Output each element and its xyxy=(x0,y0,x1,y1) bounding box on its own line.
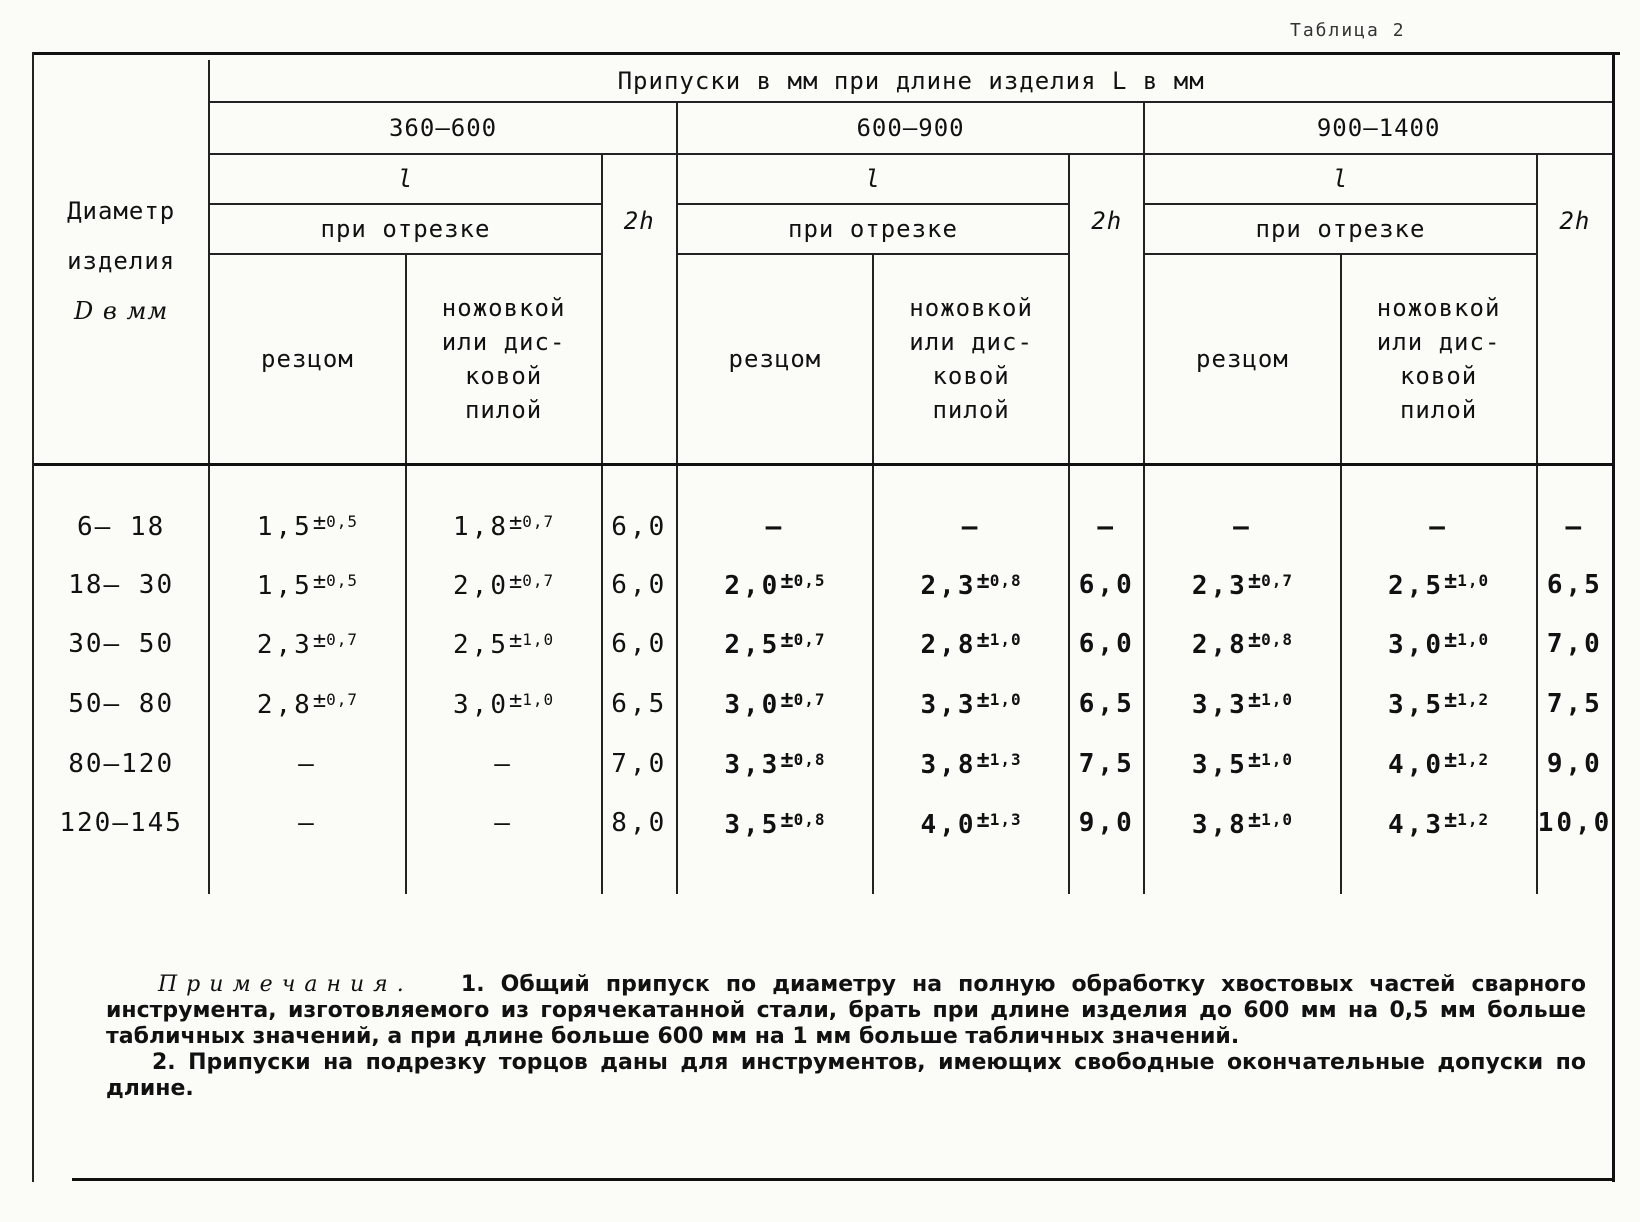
value: 4,0 xyxy=(1388,750,1444,780)
length-group-3: 900—1400 xyxy=(1144,102,1612,154)
cutter-label-3: резцом xyxy=(1144,254,1340,464)
tolerance xyxy=(780,808,826,833)
value: 2,3 xyxy=(920,571,977,601)
diameter-cell: 50— 80 xyxy=(34,674,209,734)
tolerance xyxy=(312,628,358,653)
diameter-cell: 80—120 xyxy=(34,734,209,794)
tolerance-value: 1,0 xyxy=(989,690,1022,709)
plus-minus-sign: ± xyxy=(1247,808,1262,833)
tolerance xyxy=(1247,628,1293,653)
frame-right-rule xyxy=(1612,52,1615,1182)
value-cell-cutter-900-1400 xyxy=(1144,794,1340,894)
value-cell-cutter-900-1400 xyxy=(1144,734,1340,794)
value: — xyxy=(298,808,317,838)
tolerance xyxy=(780,748,826,773)
plus-minus-sign: ± xyxy=(1444,808,1458,833)
cut-label-3: при отрезке xyxy=(1144,204,1536,254)
tolerance-value: 1,2 xyxy=(1457,690,1490,709)
tolerance-value: 0,7 xyxy=(522,512,555,531)
tolerance-value: 1,0 xyxy=(1457,630,1490,649)
tolerance-value: 1,0 xyxy=(1261,750,1293,769)
value: 7,5 xyxy=(1546,689,1603,719)
tolerance-value: 0,8 xyxy=(989,571,1022,590)
tolerance-value: 0,7 xyxy=(1261,571,1293,590)
tolerance-value: 1,3 xyxy=(989,750,1022,769)
value-cell-cutter-360-600 xyxy=(209,674,405,734)
tolerance xyxy=(1444,569,1490,594)
h2-label-2: 2h xyxy=(1069,154,1144,464)
table-row xyxy=(34,794,1612,894)
value: 6,0 xyxy=(611,629,668,659)
diameter-header-line1: Диаметр xyxy=(67,197,176,226)
plus-minus-sign: ± xyxy=(509,510,523,535)
saw-label-line2: или дис- xyxy=(1376,327,1501,356)
value: 3,5 xyxy=(1191,750,1248,780)
value: 2,5 xyxy=(453,630,509,660)
plus-minus-sign: ± xyxy=(780,748,794,773)
tolerance-value: 0,5 xyxy=(326,512,358,531)
value: — xyxy=(298,749,317,779)
saw-label-line4: пилой xyxy=(932,395,1010,424)
saw-label-line1: ножовкой xyxy=(441,293,566,322)
plus-minus-sign: ± xyxy=(1247,569,1262,594)
value: 1,5 xyxy=(256,571,313,601)
tolerance xyxy=(1247,569,1293,594)
note-2-text: 2. Припуски на подрезку торцов даны для инструментов, имеющих свободные окончательные допуски по длине. xyxy=(106,1050,1586,1101)
tolerance xyxy=(976,569,1022,594)
tolerance-value: 0,8 xyxy=(793,810,826,829)
notes-heading: Примечания. xyxy=(158,972,413,997)
value-cell-cutter-600-900 xyxy=(677,674,873,734)
value-cell-cutter-600-900 xyxy=(677,794,873,894)
value: 2,3 xyxy=(256,630,313,660)
cut-label-1: при отрезке xyxy=(209,204,601,254)
diameter-cell: 18— 30 xyxy=(34,556,209,614)
plus-minus-sign: ± xyxy=(1247,688,1262,713)
diameter-header-line3: D в мм xyxy=(74,297,169,326)
value-cell-h2-360-600 xyxy=(602,556,677,614)
plus-minus-sign: ± xyxy=(1444,748,1458,773)
plus-minus-sign: ± xyxy=(312,628,327,653)
tolerance xyxy=(509,569,555,594)
cutter-label-1: резцом xyxy=(209,254,405,464)
value-cell-saw-600-900 xyxy=(873,464,1069,556)
plus-minus-sign: ± xyxy=(976,569,990,594)
value-cell-h2-900-1400 xyxy=(1537,794,1612,894)
value-cell-cutter-360-600 xyxy=(209,556,405,614)
value-cell-h2-900-1400 xyxy=(1537,464,1612,556)
tolerance-value: 1,0 xyxy=(1457,571,1490,590)
allowance-table xyxy=(34,60,1612,894)
value-cell-saw-600-900 xyxy=(873,734,1069,794)
value-cell-saw-600-900 xyxy=(873,614,1069,674)
value-cell-saw-900-1400 xyxy=(1341,734,1537,794)
saw-label-2 xyxy=(873,254,1069,464)
tolerance-value: 1,3 xyxy=(989,810,1022,829)
value-cell-saw-600-900 xyxy=(873,556,1069,614)
value-cell-saw-900-1400 xyxy=(1341,674,1537,734)
tolerance xyxy=(1444,688,1490,713)
value-cell-saw-900-1400 xyxy=(1341,614,1537,674)
tolerance-value: 0,8 xyxy=(1261,630,1293,649)
value-cell-h2-360-600 xyxy=(602,614,677,674)
value-cell-saw-900-1400 xyxy=(1341,556,1537,614)
value: 2,0 xyxy=(453,571,509,601)
saw-label-line3: ковой xyxy=(1399,361,1478,390)
value-cell-cutter-600-900 xyxy=(677,464,873,556)
tolerance-value: 1,0 xyxy=(522,630,555,649)
value-cell-h2-360-600 xyxy=(602,734,677,794)
table-row xyxy=(34,556,1612,614)
value: 3,0 xyxy=(453,690,509,720)
value-cell-h2-900-1400 xyxy=(1537,614,1612,674)
value-cell-cutter-360-600 xyxy=(209,614,405,674)
value: 2,3 xyxy=(1191,571,1248,601)
main-title: Припуски в мм при длине изделия L в мм xyxy=(209,60,1612,102)
value-cell-saw-360-600 xyxy=(406,464,602,556)
value-cell-h2-600-900 xyxy=(1069,464,1144,556)
h2-label-3: 2h xyxy=(1537,154,1612,464)
plus-minus-sign: ± xyxy=(1247,628,1262,653)
frame-bottom-rule xyxy=(72,1178,1612,1181)
notes-block xyxy=(106,972,1586,1102)
tolerance xyxy=(1247,748,1293,773)
value: 2,8 xyxy=(1191,630,1248,660)
tolerance xyxy=(509,510,555,535)
value: 3,8 xyxy=(920,750,977,780)
value-cell-h2-600-900 xyxy=(1069,614,1144,674)
value-cell-cutter-900-1400 xyxy=(1144,674,1340,734)
value-cell-saw-360-600 xyxy=(406,674,602,734)
tolerance xyxy=(1247,688,1293,713)
tolerance-value: 1,0 xyxy=(522,690,555,709)
value: 3,3 xyxy=(724,750,781,780)
tolerance-value: 1,0 xyxy=(1261,690,1293,709)
saw-label-line3: ковой xyxy=(932,361,1010,390)
tolerance xyxy=(509,688,555,713)
diameter-cell: 6— 18 xyxy=(34,464,209,556)
table-row xyxy=(34,674,1612,734)
plus-minus-sign: ± xyxy=(976,748,990,773)
saw-label-3 xyxy=(1341,254,1537,464)
value: 7,0 xyxy=(611,749,668,779)
table-body xyxy=(34,464,1612,894)
value-cell-cutter-600-900 xyxy=(677,614,873,674)
value: 3,3 xyxy=(920,690,977,720)
l-label-2: l xyxy=(677,154,1069,204)
value: 2,8 xyxy=(920,630,977,660)
tolerance-value: 0,7 xyxy=(793,630,826,649)
saw-label-line4: пилой xyxy=(1399,395,1478,424)
plus-minus-sign: ± xyxy=(780,688,794,713)
note-2 xyxy=(106,1050,1586,1102)
value: 6,0 xyxy=(611,512,668,542)
table-row xyxy=(34,464,1612,556)
value-cell-h2-600-900 xyxy=(1069,674,1144,734)
value: 1,5 xyxy=(256,512,313,542)
value-cell-cutter-900-1400 xyxy=(1144,464,1340,556)
value-cell-cutter-900-1400 xyxy=(1144,614,1340,674)
tolerance-value: 0,8 xyxy=(793,750,826,769)
value: 6,0 xyxy=(1078,570,1135,600)
tolerance-value: 1,0 xyxy=(989,630,1022,649)
value: 2,5 xyxy=(1388,571,1444,601)
l-label-1: l xyxy=(209,154,601,204)
value-cell-cutter-600-900 xyxy=(677,556,873,614)
tolerance xyxy=(509,628,555,653)
plus-minus-sign: ± xyxy=(1444,628,1458,653)
value-cell-h2-360-600 xyxy=(602,674,677,734)
value: — xyxy=(494,749,513,779)
value: 2,8 xyxy=(256,690,313,720)
value: 3,5 xyxy=(724,810,781,840)
table-row xyxy=(34,734,1612,794)
l-label-3: l xyxy=(1144,154,1536,204)
tolerance xyxy=(976,748,1022,773)
h2-label-1: 2h xyxy=(602,154,677,464)
diameter-header xyxy=(34,60,209,464)
value-cell-h2-900-1400 xyxy=(1537,556,1612,614)
value: 2,5 xyxy=(724,630,781,660)
frame-top-rule xyxy=(32,52,1620,55)
saw-label-line2: или дис- xyxy=(909,327,1033,356)
tolerance-value: 0,5 xyxy=(326,571,358,590)
tolerance-value: 1,0 xyxy=(1261,810,1293,829)
value: — xyxy=(1097,512,1117,542)
value: 3,3 xyxy=(1191,690,1248,720)
value: 10,0 xyxy=(1537,808,1613,838)
tolerance xyxy=(1444,628,1490,653)
plus-minus-sign: ± xyxy=(509,688,523,713)
value: — xyxy=(961,512,981,542)
saw-label-1 xyxy=(406,254,602,464)
value: 7,0 xyxy=(1546,629,1603,659)
table-number: Таблица 2 xyxy=(1290,20,1406,41)
plus-minus-sign: ± xyxy=(312,688,327,713)
saw-label-line2: или дис- xyxy=(441,327,566,356)
plus-minus-sign: ± xyxy=(976,628,990,653)
cutter-label-2: резцом xyxy=(677,254,873,464)
value: 3,5 xyxy=(1388,690,1444,720)
value-cell-h2-600-900 xyxy=(1069,734,1144,794)
diameter-header-line2: изделия xyxy=(67,247,176,276)
table-header xyxy=(34,60,1612,464)
tolerance xyxy=(780,688,826,713)
value-cell-cutter-360-600 xyxy=(209,464,405,556)
value: 6,5 xyxy=(1078,689,1135,719)
value: 6,0 xyxy=(1078,629,1135,659)
value-cell-saw-900-1400 xyxy=(1341,464,1537,556)
value-cell-saw-360-600 xyxy=(406,734,602,794)
plus-minus-sign: ± xyxy=(509,628,523,653)
plus-minus-sign: ± xyxy=(780,569,794,594)
saw-label-line1: ножовкой xyxy=(1376,293,1501,322)
plus-minus-sign: ± xyxy=(509,569,523,594)
saw-label-line3: ковой xyxy=(464,361,543,390)
note-1 xyxy=(106,972,1586,1050)
value-cell-saw-360-600 xyxy=(406,794,602,894)
tolerance-value: 1,2 xyxy=(1457,810,1490,829)
value: — xyxy=(1429,512,1448,542)
tolerance xyxy=(312,688,358,713)
plus-minus-sign: ± xyxy=(1247,748,1262,773)
note-1-text: 1. Общий припуск по диаметру на полную обработку хвостовых частей сварного инструмента, изготовляемого из горячекатанной стали, брать при длине изделия до 600 мм на 0,5 мм больше табличных значений, а при длине больше 600 мм на 1 мм больше табличных значений. xyxy=(106,972,1586,1049)
diameter-cell: 120—145 xyxy=(34,794,209,894)
table-row xyxy=(34,614,1612,674)
tolerance xyxy=(780,569,826,594)
value: — xyxy=(1233,512,1252,542)
value: 9,0 xyxy=(1078,808,1135,838)
value: 1,8 xyxy=(453,512,509,542)
plus-minus-sign: ± xyxy=(976,688,990,713)
value: 3,0 xyxy=(1388,630,1444,660)
plus-minus-sign: ± xyxy=(780,628,794,653)
value: 4,0 xyxy=(920,810,977,840)
length-group-1: 360—600 xyxy=(209,102,677,154)
diameter-cell: 30— 50 xyxy=(34,614,209,674)
value-cell-h2-360-600 xyxy=(602,464,677,556)
tolerance xyxy=(1444,808,1490,833)
tolerance-value: 0,5 xyxy=(793,571,826,590)
value: 9,0 xyxy=(1546,749,1603,779)
tolerance xyxy=(1444,748,1490,773)
tolerance xyxy=(976,808,1022,833)
value: 3,8 xyxy=(1191,810,1248,840)
tolerance-value: 0,7 xyxy=(326,690,358,709)
tolerance-value: 0,7 xyxy=(793,690,826,709)
value: 6,5 xyxy=(1546,570,1603,600)
value-cell-h2-600-900 xyxy=(1069,794,1144,894)
tolerance xyxy=(780,628,826,653)
length-group-2: 600—900 xyxy=(677,102,1145,154)
tolerance-value: 0,7 xyxy=(326,630,358,649)
tolerance xyxy=(312,510,358,535)
tolerance xyxy=(1247,808,1293,833)
value: — xyxy=(765,512,785,542)
tolerance-value: 1,2 xyxy=(1457,750,1490,769)
value-cell-saw-360-600 xyxy=(406,614,602,674)
value-cell-cutter-600-900 xyxy=(677,734,873,794)
tolerance xyxy=(976,688,1022,713)
value-cell-saw-900-1400 xyxy=(1341,794,1537,894)
value-cell-h2-600-900 xyxy=(1069,556,1144,614)
plus-minus-sign: ± xyxy=(312,569,327,594)
plus-minus-sign: ± xyxy=(312,510,327,535)
plus-minus-sign: ± xyxy=(976,808,990,833)
cut-label-2: при отрезке xyxy=(677,204,1069,254)
value: 7,5 xyxy=(1078,749,1135,779)
value: 3,0 xyxy=(724,690,781,720)
value-cell-h2-900-1400 xyxy=(1537,674,1612,734)
plus-minus-sign: ± xyxy=(780,808,794,833)
tolerance xyxy=(312,569,358,594)
plus-minus-sign: ± xyxy=(1444,569,1458,594)
saw-label-line4: пилой xyxy=(464,395,543,424)
saw-label-line1: ножовкой xyxy=(909,293,1033,322)
value: 8,0 xyxy=(611,808,668,838)
value-cell-h2-900-1400 xyxy=(1537,734,1612,794)
value: 2,0 xyxy=(724,571,781,601)
value: — xyxy=(1565,512,1585,542)
value-cell-saw-600-900 xyxy=(873,674,1069,734)
value-cell-saw-360-600 xyxy=(406,556,602,614)
tolerance xyxy=(976,628,1022,653)
value: 6,0 xyxy=(611,570,668,600)
value: — xyxy=(494,808,513,838)
value-cell-h2-360-600 xyxy=(602,794,677,894)
value-cell-cutter-900-1400 xyxy=(1144,556,1340,614)
value-cell-cutter-360-600 xyxy=(209,734,405,794)
plus-minus-sign: ± xyxy=(1444,688,1458,713)
value: 6,5 xyxy=(611,689,668,719)
value-cell-saw-600-900 xyxy=(873,794,1069,894)
tolerance-value: 0,7 xyxy=(522,571,555,590)
value: 4,3 xyxy=(1388,810,1444,840)
value-cell-cutter-360-600 xyxy=(209,794,405,894)
